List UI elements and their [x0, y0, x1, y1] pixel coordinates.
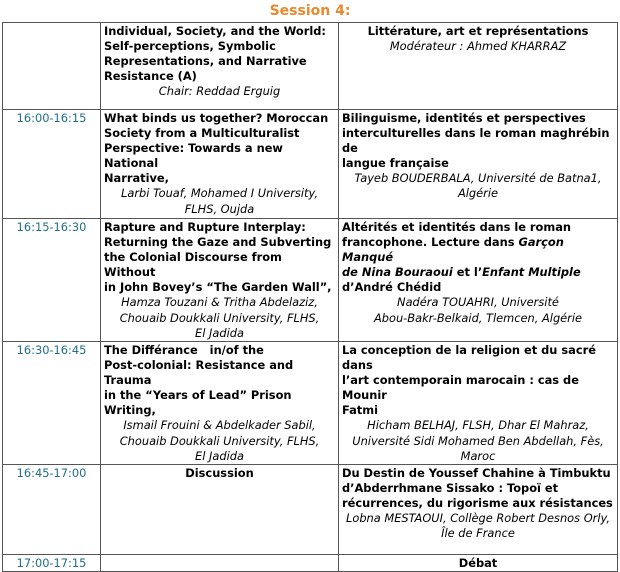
talk-title-line: l’art contemporain marocain : cas de Mounir [342, 373, 579, 403]
talk-title-line: the Colonial Discourse from Without [104, 250, 282, 280]
talk-author-line: Algérie [457, 186, 499, 201]
session-title: Session 4: [269, 3, 351, 19]
talk-title-line: d’Abderrhmane Sissako : Topoï et [342, 480, 559, 495]
talk-author-line: Hamza Touzani & Tritha Abdelaziz, [121, 295, 318, 310]
talk-author-line: Hicham BELHAJ, FLSH, Dhar El Mahraz, [367, 418, 589, 433]
talk-cell [101, 342, 339, 465]
talk-title-line: Society from a Multiculturalist [104, 126, 300, 141]
panel-b-moderator: Modérateur : Ahmed KHARRAZ [389, 39, 567, 54]
talk-author-line: Lobna MESTAOUI, Collège Robert Desnos Orly, [346, 511, 610, 526]
table-row [3, 464, 618, 554]
talk-title-line: Perspective: Towards a new National [104, 141, 283, 171]
talk-author-line: Nadéra TOUAHRI, Université [397, 295, 559, 310]
talk-title-line: récurrences, du rigorisme aux résistances [342, 495, 613, 510]
panel-a-title-line: Representations, and Narrative [104, 54, 307, 69]
talk-author-line: Île de France [441, 526, 515, 541]
talk-title-line: Altérités et identités dans le roman [342, 220, 572, 234]
table-row [3, 219, 618, 342]
talk-title-text: francophone. Lecture dans [342, 235, 519, 250]
talk-title-italic: de Nina Bouraoui [342, 265, 453, 280]
talk-cell [339, 342, 618, 465]
panel-b-header [339, 23, 618, 110]
debate-cell [339, 554, 618, 571]
talk-title-line: What binds us together? Moroccan [104, 111, 329, 125]
talk-cell [101, 219, 339, 342]
time-cell: 16:15-16:30 [3, 219, 101, 342]
talk-author-line: El Jadida [195, 325, 244, 340]
talk-cell [101, 110, 339, 219]
panel-b-title: Littérature, art et représentations [367, 24, 589, 38]
time-cell: 16:45-17:00 [3, 464, 101, 554]
talk-cell [339, 110, 618, 219]
talk-title-line [342, 265, 614, 280]
talk-title-line: Narrative, [104, 171, 169, 186]
panel-a-title-line: Individual, Society, and the World: [104, 24, 326, 38]
talk-title-text: et l’ [452, 265, 483, 280]
talk-cell [339, 464, 618, 554]
talk-author-line: Chouaib Doukkali University, FLHS, [119, 433, 320, 448]
talk-author-line: Abou-Bakr-Belkaid, Tlemcen, Algérie [373, 310, 583, 325]
talk-title-line: Returning the Gaze and Subverting [104, 235, 332, 250]
table-row [3, 554, 618, 571]
talk-author-line: Université Sidi Mohamed Ben Abdellah, Fès, [352, 433, 604, 448]
talk-title-line: d’André Chédid [342, 280, 442, 295]
talk-title-line: in the “Years of Lead” Prison Writing, [104, 388, 292, 418]
empty-cell [101, 554, 339, 571]
talk-title-italic: Garçon Manqué [342, 235, 564, 265]
time-cell: 17:00-17:15 [3, 554, 101, 571]
table-row [3, 23, 618, 110]
debate-label: Débat [458, 555, 498, 570]
talk-title-line: Du Destin de Youssef Chahine à Timbuktu [342, 465, 611, 480]
talk-title-line: interculturelles dans le roman maghrébin de [342, 126, 610, 156]
talk-author-line: Ismail Frouini & Abdelkader Sabil, [123, 418, 316, 433]
talk-author-line: Maroc [460, 448, 496, 463]
talk-author-line: Larbi Touaf, Mohamed I University, [121, 186, 318, 201]
time-cell: 16:00-16:15 [3, 110, 101, 219]
panel-a-chair: Chair: Reddad Erguig [158, 84, 281, 99]
talk-title-line: Rapture and Rupture Interplay: [104, 220, 306, 234]
talk-title-line: La conception de la religion et du sacré dans [342, 343, 596, 373]
time-cell [3, 23, 101, 110]
talk-author-line: Tayeb BOUDERBALA, Université de Batna1, [354, 171, 602, 186]
talk-title-line: Fatmi [342, 403, 379, 418]
panel-a-title-line: Resistance (A) [104, 69, 197, 84]
table-row [3, 110, 618, 219]
panel-a-header [101, 23, 339, 110]
talk-title-line [342, 235, 614, 265]
time-cell: 16:30-16:45 [3, 342, 101, 465]
panel-a-title-line: Self-perceptions, Symbolic [104, 39, 276, 54]
talk-author-line: Chouaib Doukkali University, FLHS, [119, 310, 320, 325]
talk-title-line: Post-colonial: Resistance and Trauma [104, 358, 294, 388]
talk-title-italic: Enfant Multiple [482, 265, 581, 280]
talk-author-line: FLHS, Oujda [184, 201, 255, 216]
talk-title-line: langue française [342, 156, 449, 171]
discussion-label: Discussion [185, 465, 254, 480]
talk-title-line: The Différance in/of the [104, 343, 264, 357]
schedule-table [2, 22, 618, 572]
talk-title-line: in John Bovey’s “The Garden Wall”, [104, 280, 332, 295]
table-row [3, 342, 618, 465]
talk-author-line: El Jadida [195, 448, 244, 463]
discussion-cell [101, 464, 339, 554]
talk-cell [339, 219, 618, 342]
talk-title-line: Bilinguisme, identités et perspectives [342, 111, 586, 125]
